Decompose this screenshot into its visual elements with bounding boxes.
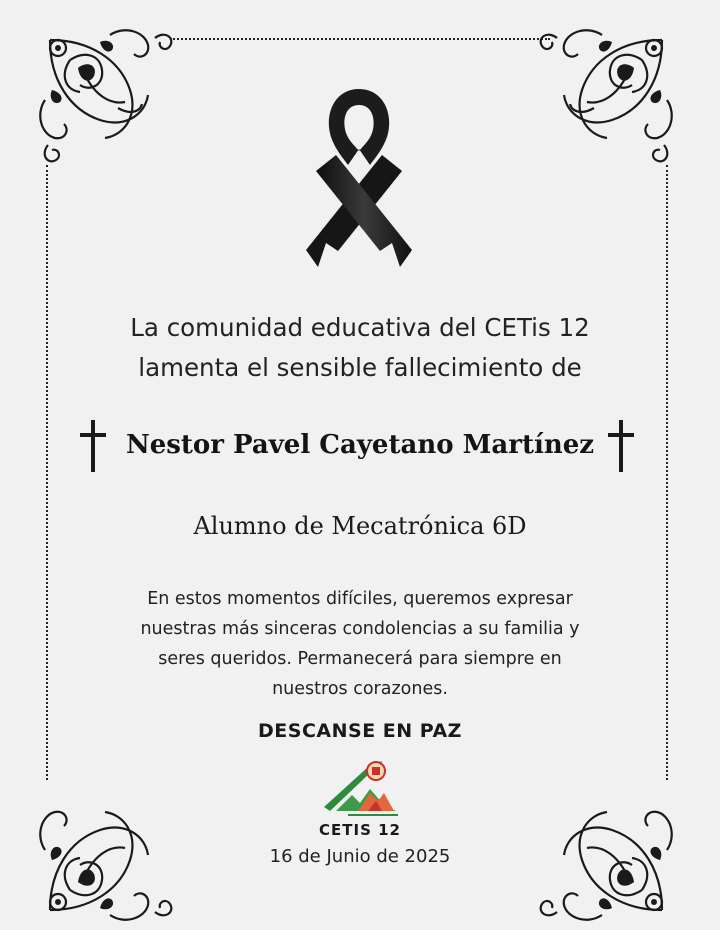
mourning-ribbon-icon (286, 85, 432, 267)
cetis-12-logo (318, 755, 402, 817)
intro-line-1: La comunidad educativa del CETis 12 (130, 313, 590, 342)
corner-ornament-top-right (532, 20, 682, 170)
message-line-2: nuestras más sinceras condolencias a su familia y (140, 619, 580, 639)
deceased-name: Nestor Pavel Cayetano Martínez (125, 430, 595, 460)
frame-top-border (170, 38, 550, 40)
rest-in-peace-heading: DESCANSE EN PAZ (258, 720, 462, 742)
corner-ornament-top-left (30, 20, 180, 170)
cross-icon (606, 420, 636, 472)
message-line-1: En estos momentos difíciles, queremos expresar (147, 589, 573, 609)
deceased-name-row (0, 418, 720, 478)
message-line-4: nuestros corazones. (272, 679, 448, 699)
intro-text (0, 308, 720, 388)
message-line-3: seres queridos. Permanecerá para siempre en (158, 649, 562, 669)
institution-logo-text: CETIS 12 (319, 821, 401, 839)
deceased-role: Alumno de Mecatrónica 6D (193, 512, 527, 540)
condolence-message (0, 584, 720, 704)
intro-line-2: lamenta el sensible fallecimiento de (138, 353, 582, 382)
notice-date: 16 de Junio de 2025 (269, 846, 451, 867)
